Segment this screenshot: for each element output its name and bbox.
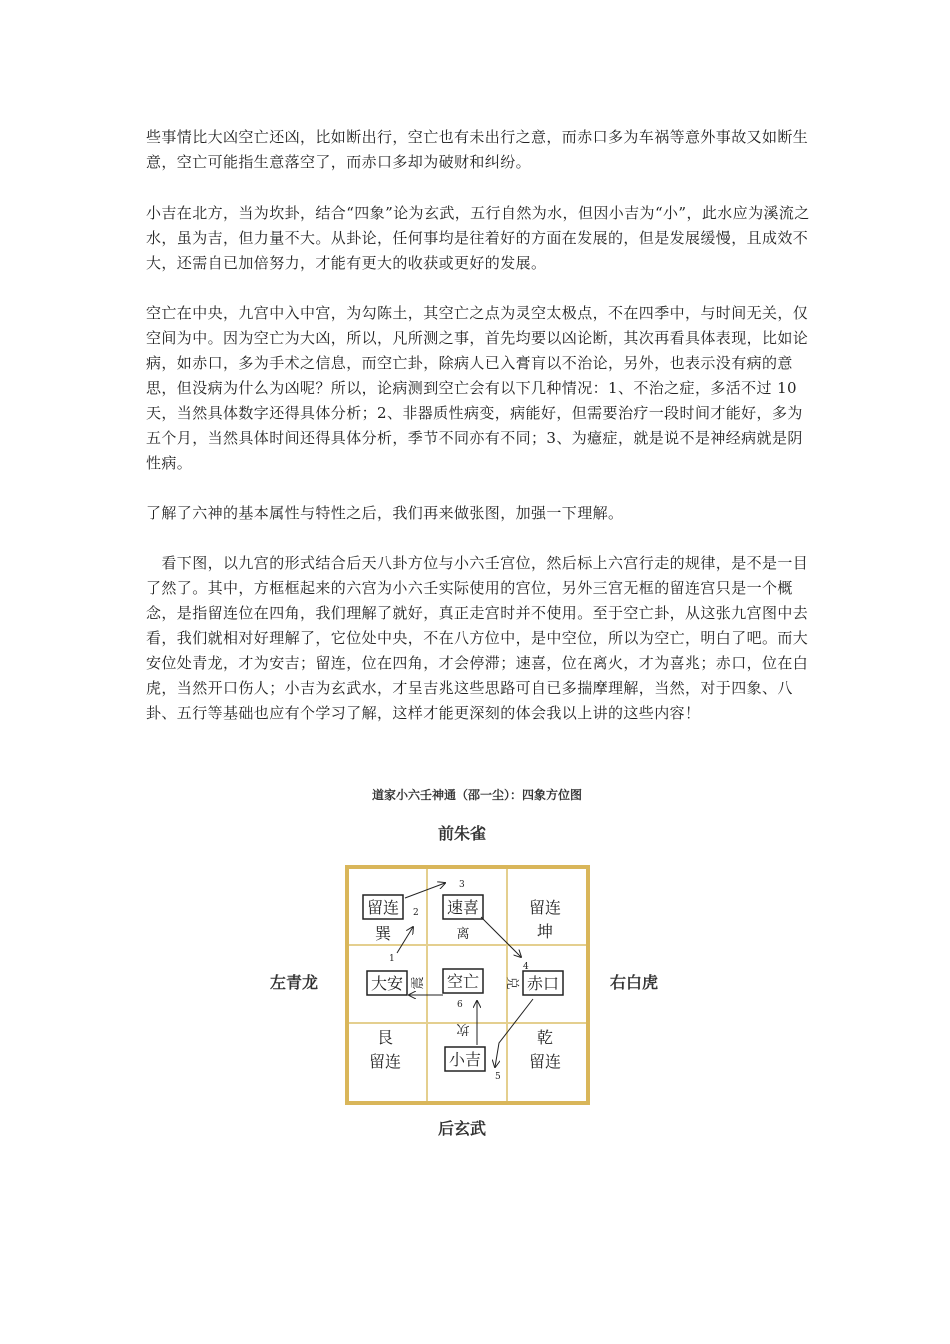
- paragraph-5: 看下图，以九宫的形式结合后天八卦方位与小六壬宫位，然后标上六宫行走的规律，是不是一目了然了。其中，方框框起来的六宫为小六壬实际使用的宫位，另外三宫无框的留连宫只是一个概念，是指留连位在四角，我们理解了就好，真正走宫时并不使用。至于空亡卦，从这张九宫图中去看，我们就相对好理解了，它位处中央，不在八方位中，是中空位，所以为空亡，明白了吧。而大安位处青龙，才为安吉；留连，位在四角，才会停滞；速喜，位在离火，才为喜兆；赤口，位在白虎，当然开口伤人；小吉为玄武水，才呈吉兆这些思路可自已多揣摩理解，当然，对于四象、八卦、五行等基础也应有个学习了解，这样才能更深刻的体会我以上讲的这些内容！: [146, 554, 809, 722]
- step-number-5: 5: [495, 1072, 501, 1082]
- step-number-3: 3: [459, 880, 465, 890]
- palace-xiaoji: 小吉: [448, 1050, 482, 1069]
- trigram-kan: 坎: [456, 1021, 470, 1036]
- paragraph-1: 些事情比大凶空亡还凶，比如断出行，空亡也有未出行之意，而赤口多为车祸等意外事故又如断生意，空亡可能指生意落空了，而赤口多却为破财和纠纷。: [146, 128, 809, 171]
- palace-liulian-se: 留连: [528, 1052, 562, 1071]
- step-number-6: 6: [457, 1000, 463, 1010]
- trigram-li: 离: [456, 927, 470, 942]
- direction-left: 左青龙: [270, 973, 319, 992]
- diagram-title: 道家小六壬神通（邵一尘）：四象方位图: [371, 788, 582, 802]
- step-number-4: 4: [523, 962, 529, 972]
- palace-suxi: 速喜: [446, 898, 480, 917]
- palace-kongwang: 空亡: [446, 972, 480, 991]
- paragraph-3: 空亡在中央，九宫中入中宫，为勾陈土，其空亡之点为灵空太极点，不在四季中，与时间无关，仅空间为中。因为空亡为大凶，所以，凡所测之事，首先均要以凶论断，其次再看具体表现，比如论病，如赤口，多为手术之信息，而空亡卦，除病人已入膏肓以不治论，另外，也表示没有病的意思，但没病为什么为凶呢？所以，论病测到空亡会有以下几种情况：1、不治之症，多活不过 10 天，当然具体数字还得具体分析；2、非器质性病变，病能好，但需要治疗一段时间才能好，多为五个月，当然具体时间还得具体分析，季节不同亦有不同；3、为癔症，就是说不是神经病就是阴性病。: [146, 304, 809, 472]
- trigram-kun: 坤: [536, 922, 554, 941]
- nine-palace-diagram: [345, 865, 590, 1105]
- palace-liulian-nw: 留连: [366, 898, 400, 917]
- direction-top: 前朱雀: [438, 824, 487, 843]
- trigram-gen: 艮: [376, 1028, 394, 1047]
- direction-bottom: 后玄武: [438, 1119, 487, 1138]
- paragraph-4: 了解了六神的基本属性与特性之后，我们再来做张图，加强一下理解。: [146, 504, 624, 522]
- paragraph-2: 小吉在北方，当为坎卦，结合“四象”论为玄武，五行自然为水，但因小吉为“小”，此水应为溪流之水，虽为吉，但力量不大。从卦论，任何事均是往着好的方面在发展的，但是发展缓慢，且成效不大，还需自已加倍努力，才能有更大的收获或更好的发展。: [146, 204, 810, 272]
- step-number-2: 2: [413, 908, 419, 918]
- palace-liulian-sw: 留连: [368, 1052, 402, 1071]
- step-number-1: 1: [389, 954, 395, 964]
- trigram-dui: 兑: [504, 976, 519, 990]
- palace-daan: 大安: [370, 974, 404, 993]
- trigram-xun: 巽: [374, 924, 392, 943]
- trigram-qian: 乾: [536, 1028, 554, 1047]
- trigram-zhen: 震: [411, 976, 426, 990]
- palace-chikou: 赤口: [526, 974, 560, 993]
- direction-right: 右白虎: [610, 973, 659, 992]
- palace-liulian-ne: 留连: [528, 898, 562, 917]
